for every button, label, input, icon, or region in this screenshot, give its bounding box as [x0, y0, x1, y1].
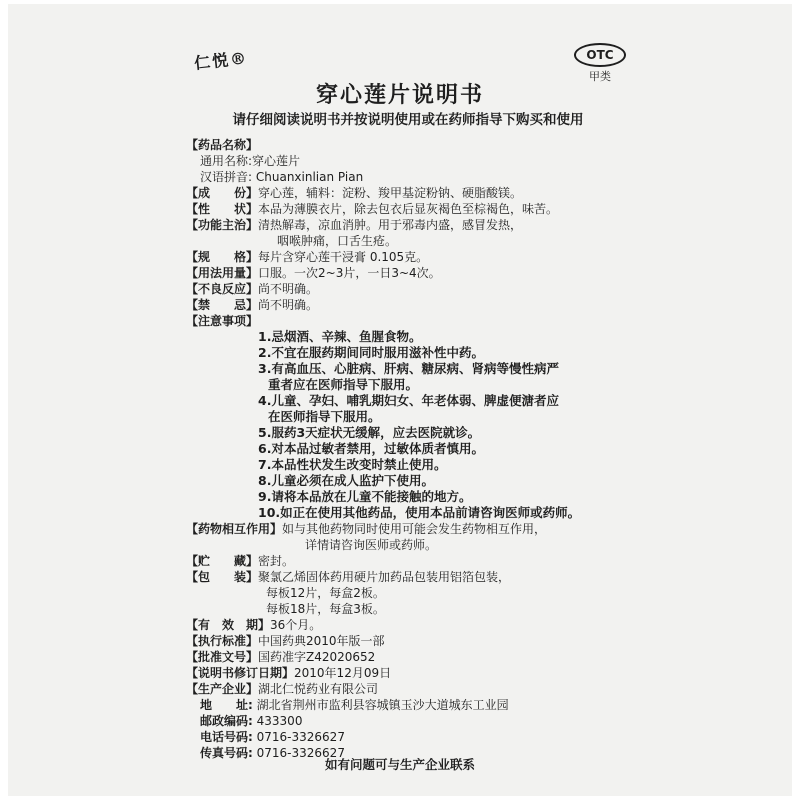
precaution-item: 6.对本品过敏者禁用，过敏体质者慎用。 — [258, 441, 484, 456]
standard-value: 中国药典2010年版一部 — [258, 634, 385, 648]
manufacturer-name: 湖北仁悦药业有限公司 — [258, 682, 379, 696]
packaging-line-1: 聚氯乙烯固体药用硬片加药品包装用铝箔包装， — [258, 570, 511, 584]
validity-value: 36个月。 — [270, 618, 322, 632]
postcode-value: 433300 — [256, 714, 303, 728]
dosage-value: 口服。一次2~3片，一日3~4次。 — [258, 266, 441, 280]
specification-label: 【规 格】 — [186, 250, 259, 264]
properties-row — [186, 201, 558, 217]
otc-badge: OTC — [574, 43, 626, 67]
address-value: 湖北省荆州市监利县容城镇玉沙大道城东工业园 — [256, 698, 509, 712]
packaging-label: 【包 装】 — [186, 570, 259, 584]
dosage-label: 【用法用量】 — [186, 266, 259, 280]
precaution-item: 9.请将本品放在儿童不能接触的地方。 — [258, 489, 472, 504]
postcode-row — [200, 713, 302, 729]
otc-category: 甲类 — [589, 70, 611, 83]
manufacturer-row — [186, 681, 378, 697]
revision-row — [186, 665, 391, 681]
storage-row — [186, 553, 294, 569]
interactions-line-1: 如与其他药物同时使用可能会发生药物相互作用， — [282, 522, 547, 536]
address-label: 地 址: — [200, 698, 253, 712]
contraindications-label: 【禁 忌】 — [186, 298, 259, 312]
generic-name-value: 穿心莲片 — [252, 154, 301, 168]
ingredients-row — [186, 185, 522, 201]
drug-name-label: 【药品名称】 — [186, 138, 259, 152]
precaution-item: 5.服药3天症状无缓解，应去医院就诊。 — [258, 425, 481, 440]
precaution-item: 8.儿童必须在成人监护下使用。 — [258, 473, 434, 488]
precaution-item: 4.儿童、孕妇、哺乳期妇女、年老体弱、脾虚便溏者应 — [258, 393, 559, 408]
document-title: 穿心莲片说明书 — [315, 83, 484, 108]
fax-label: 传真号码: — [200, 746, 253, 760]
contraindications-row — [186, 297, 318, 313]
packaging-line-2: 每板12片，每盒2板。 — [266, 586, 385, 600]
indications-line-1: 清热解毒，凉血消肿。用于邪毒内盛，感冒发热， — [258, 218, 523, 232]
approval-label: 【批准文号】 — [186, 650, 259, 664]
adverse-value: 尚不明确。 — [258, 282, 319, 296]
approval-row — [186, 649, 375, 665]
pinyin-value: Chuanxinlian Pian — [255, 170, 364, 184]
properties-value: 本品为薄膜衣片，除去包衣后显灰褐色至棕褐色，味苦。 — [258, 202, 559, 216]
packaging-row — [186, 569, 510, 585]
indications-row — [186, 217, 522, 233]
adverse-row — [186, 281, 318, 297]
validity-row — [186, 617, 321, 633]
indications-label: 【功能主治】 — [186, 218, 259, 232]
validity-label: 【有 效 期】 — [186, 618, 271, 632]
revision-label: 【说明书修订日期】 — [186, 666, 295, 680]
interactions-label: 【药物相互作用】 — [186, 522, 283, 536]
ingredients-value: 穿心莲，辅料：淀粉、羧甲基淀粉钠、硬脂酸镁。 — [258, 186, 523, 200]
standard-label: 【执行标准】 — [186, 634, 259, 648]
storage-value: 密封。 — [258, 554, 295, 568]
packaging-line-3: 每板18片，每盒3板。 — [266, 602, 385, 616]
phone-value: 0716-3326627 — [256, 730, 345, 744]
brand-logo: 仁悦® — [193, 48, 250, 73]
interactions-line-2: 详情请咨询医师或药师。 — [305, 538, 438, 552]
contraindications-value: 尚不明确。 — [258, 298, 319, 312]
precaution-item: 10.如正在使用其他药品，使用本品前请咨询医师或药师。 — [258, 505, 581, 520]
address-row — [200, 697, 509, 713]
indications-line-2: 咽喉肿痛，口舌生疮。 — [277, 234, 398, 248]
phone-row — [200, 729, 345, 745]
phone-label: 电话号码: — [200, 730, 253, 744]
otc-mark — [572, 43, 628, 83]
precaution-item-continued: 重者应在医师指导下服用。 — [268, 377, 419, 392]
pinyin-row — [200, 169, 363, 185]
specification-value: 每片含穿心莲干浸膏 0.105克。 — [258, 250, 429, 264]
manufacturer-label: 【生产企业】 — [186, 682, 259, 696]
ingredients-label: 【成 份】 — [186, 186, 259, 200]
interactions-row — [186, 521, 546, 537]
revision-value: 2010年12月09日 — [294, 666, 392, 680]
properties-label: 【性 状】 — [186, 202, 259, 216]
precaution-item-continued: 在医师指导下服用。 — [268, 409, 381, 424]
pinyin-label: 汉语拼音: — [200, 170, 253, 184]
precaution-item: 3.有高血压、心脏病、肝病、糖尿病、肾病等慢性病严 — [258, 361, 559, 376]
footer-note: 如有问题可与生产企业联系 — [324, 757, 475, 772]
specification-row — [186, 249, 428, 265]
standard-row — [186, 633, 385, 649]
postcode-label: 邮政编码: — [200, 714, 253, 728]
precautions-label: 【注意事项】 — [186, 314, 259, 328]
generic-name-label: 通用名称: — [200, 154, 253, 168]
fax-value: 0716-3326627 — [256, 746, 345, 760]
adverse-label: 【不良反应】 — [186, 282, 259, 296]
approval-value: 国药准字Z42020652 — [258, 650, 376, 664]
dosage-row — [186, 265, 441, 281]
storage-label: 【贮 藏】 — [186, 554, 259, 568]
precaution-item: 7.本品性状发生改变时禁止使用。 — [258, 457, 447, 472]
precaution-item: 2.不宜在服药期间同时服用滋补性中药。 — [258, 345, 484, 360]
precaution-item: 1.忌烟酒、辛辣、鱼腥食物。 — [258, 329, 422, 344]
generic-name-row — [200, 153, 300, 169]
document-subtitle: 请仔细阅读说明书并按说明使用或在药师指导下购买和使用 — [232, 112, 584, 128]
